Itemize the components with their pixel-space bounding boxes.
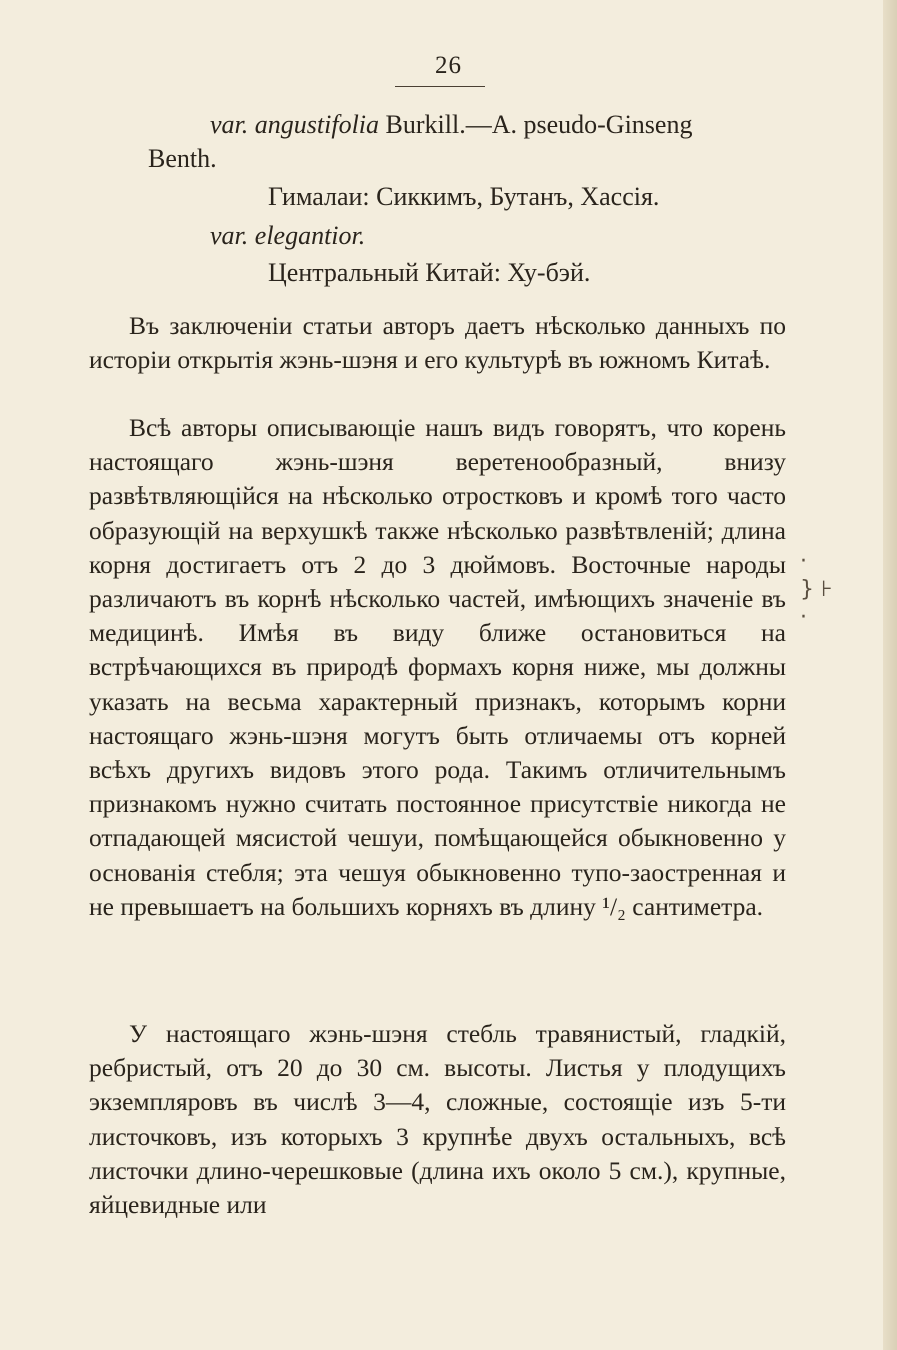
variety-synonym: Burkill.—A. pseudo-Ginseng — [385, 110, 693, 139]
variety-angustifolia-line — [210, 108, 692, 142]
paragraph-text: Всѣ авторы описывающіе нашъ видъ говорятъ, что корень настоящаго жэнь-шэня веретенообразный, внизу развѣтвляющійся на нѣсколько отростковъ и кромѣ того часто образующій на верхушкѣ также нѣсколько развѣтвленій; длина корня достигаетъ отъ 2 до 3 дюймовъ. Восточные народы различаютъ въ корнѣ нѣсколько частей, имѣющихъ значеніе въ медицинѣ. Имѣя въ виду ближе остановиться на встрѣчающихся въ природѣ формахъ корня ниже, мы должны указать на весьма характерный признакъ, которымъ корни настоящаго жэнь-шэня могутъ быть отличаемы отъ корней всѣхъ другихъ видовъ этого рода. Такимъ отличительнымъ признакомъ нужно считать постоянное присутствіе никогда не отпадающей мясистой чешуи, помѣщающейся обыкновенно у основанія стебля; эта чешуя обыкновенно тупо-заостренная и не превышаетъ на большихъ корняхъ въ длину ¹/₂ сантиметра. — [89, 413, 786, 921]
page-number: 26 — [435, 52, 462, 79]
paragraph-text: У настоящаго жэнь-шэня стебль травянистый, гладкій, ребристый, отъ 20 до 30 см. высоты. Листья у плодущихъ экземпляровъ въ числѣ 3—4, сложные, состоящіе изъ 5-ти листочковъ, изъ которыхъ 3 крупнѣе двухъ остальныхъ, всѣ листочки длино-черешковые (длина ихъ около 5 см.), крупные, яйцевидные или — [89, 1019, 786, 1220]
margin-pencil-mark: · } ⊦ · — [800, 549, 833, 630]
variety-elegantior-line — [210, 219, 365, 253]
paragraph-conclusion — [89, 309, 786, 377]
variety-locality: Гималаи: Сиккимъ, Бутанъ, Хассія. — [268, 182, 660, 211]
variety-prefix: var. — [210, 110, 249, 139]
page-edge — [883, 0, 897, 1350]
variety-author: Benth. — [148, 144, 217, 173]
variety-prefix: var. — [210, 221, 249, 250]
variety-name: elegantior. — [254, 221, 366, 250]
page-number-rule — [395, 86, 485, 87]
paragraph-stem-description — [89, 1017, 786, 1222]
variety-name: angustifolia — [254, 110, 380, 139]
paragraph-text: Въ заключеніи статьи авторъ даетъ нѣсколько данныхъ по исторіи открытія жэнь-шэня и его культурѣ въ южномъ Китаѣ. — [89, 311, 786, 375]
paragraph-root-description — [89, 411, 786, 924]
variety-locality: Центральный Китай: Ху-бэй. — [268, 258, 591, 287]
